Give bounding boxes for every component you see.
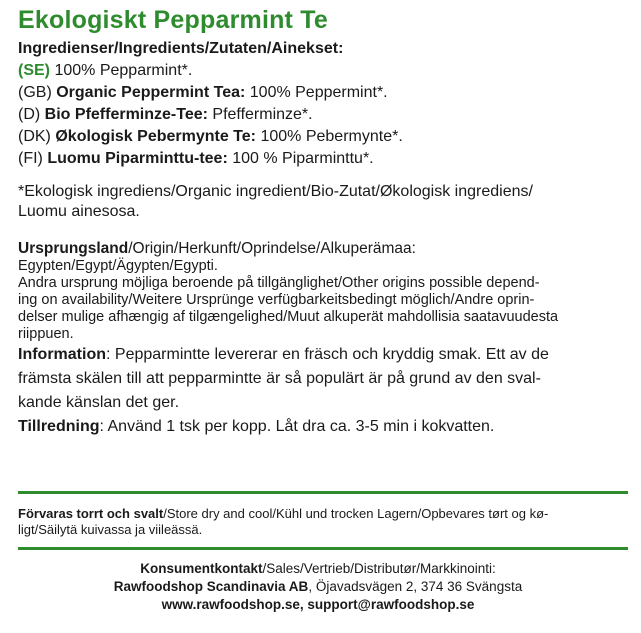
information-line-3: kande känslan det ger. <box>18 394 180 411</box>
information-line-1 <box>18 343 627 367</box>
ingredient-value-dk: 100% Pebermynte*. <box>260 128 403 145</box>
organic-note-line-2: Luomu ainesosa. <box>18 203 140 220</box>
preparation-line <box>18 415 627 439</box>
origin-other-line-4: riippuen. <box>18 326 74 342</box>
ingredient-name-gb: Organic Peppermint Tea: <box>56 84 246 101</box>
origin-other-line-2: ing on availability/Weitere Ursprünge verfügbarkeitsbedingt möglich/Andre oprin- <box>18 292 535 308</box>
preparation-text: : Använd 1 tsk per kopp. Låt dra ca. 3-5 min i kokvatten. <box>99 418 495 435</box>
information-label: Information <box>18 346 106 363</box>
ingredient-line-dk <box>18 126 627 148</box>
language-code-se: (SE) <box>18 62 50 79</box>
ingredient-value-se: 100% Pepparmint*. <box>54 62 193 79</box>
organic-note-line-1: *Ekologisk ingrediens/Organic ingredient/Bio-Zutat/Økologisk ingrediens/ <box>18 183 533 200</box>
origin-heading <box>18 240 627 258</box>
company-address: , Öjavadsvägen 2, 374 36 Svängsta <box>308 579 523 594</box>
language-code-dk: (DK) <box>18 128 51 145</box>
storage-label: Förvaras torrt och svalt <box>18 506 164 521</box>
origin-other-line-1: Andra ursprung möjliga beroende på tillgänglighet/Other origins possible depend- <box>18 275 540 291</box>
contact-heading <box>18 560 618 578</box>
ingredients-heading-label: Ingredienser <box>18 40 115 57</box>
language-code-d: (D) <box>18 106 41 123</box>
ingredient-name-fi: Luomu Piparminttu-tee: <box>47 150 228 167</box>
ingredient-line-se <box>18 60 627 82</box>
product-title: Ekologiskt Pepparmint Te <box>18 6 328 34</box>
ingredient-value-d: Pfefferminze*. <box>212 106 313 123</box>
storage-text-1: /Store dry and cool/Kühl und trocken Lagern/Opbevares tørt og kø- <box>163 506 549 521</box>
divider-top <box>18 491 628 494</box>
contact-label-languages: /Sales/Vertrieb/Distributør/Markkinointi: <box>262 561 496 576</box>
language-code-gb: (GB) <box>18 84 52 101</box>
storage-line-1 <box>18 506 618 522</box>
contact-separator: , <box>299 597 308 612</box>
ingredient-name-d: Bio Pfefferminze-Tee: <box>44 106 208 123</box>
ingredients-heading <box>18 38 627 60</box>
ingredients-heading-languages: /Ingredients/Zutaten/Ainekset: <box>114 40 344 57</box>
information-text-1: : Pepparmintte levererar en fräsch och kryddig smak. Ett av de <box>106 346 549 363</box>
contact-block <box>18 560 618 614</box>
contact-address-line <box>18 578 618 596</box>
ingredient-line-fi <box>18 148 627 170</box>
origin-heading-languages: /Origin/Herkunft/Oprindelse/Alkuperämaa: <box>128 240 416 257</box>
company-name: Rawfoodshop Scandinavia AB <box>113 579 309 594</box>
ingredient-line-gb <box>18 82 627 104</box>
website-link[interactable]: www.rawfoodshop.se <box>161 597 300 612</box>
ingredient-name-dk: Økologisk Pebermynte Te: <box>55 128 256 145</box>
contact-web-line <box>18 596 618 614</box>
preparation-label: Tillredning <box>18 418 100 435</box>
contact-label: Konsumentkontakt <box>140 561 263 576</box>
ingredient-value-gb: 100% Peppermint*. <box>249 84 388 101</box>
email-link[interactable]: support@rawfoodshop.se <box>307 597 475 612</box>
ingredient-line-d <box>18 104 627 126</box>
origin-other-line-3: delser mulige afhængig af tilgængelighed/Muut alkuperät mahdollisia saatavuudesta <box>18 309 559 325</box>
storage-line-2: ligt/Säilytä kuivassa ja viileässä. <box>18 522 203 537</box>
origin-countries: Egypten/Egypt/Ägypten/Egypti. <box>18 258 218 274</box>
ingredient-value-fi: 100 % Piparminttu*. <box>232 150 374 167</box>
storage-block <box>18 506 618 538</box>
origin-heading-label: Ursprungsland <box>18 240 129 257</box>
information-line-2: främsta skälen till att pepparmintte är så populärt är på grund av den sval- <box>18 370 541 387</box>
language-code-fi: (FI) <box>18 150 43 167</box>
divider-bottom <box>18 547 628 550</box>
